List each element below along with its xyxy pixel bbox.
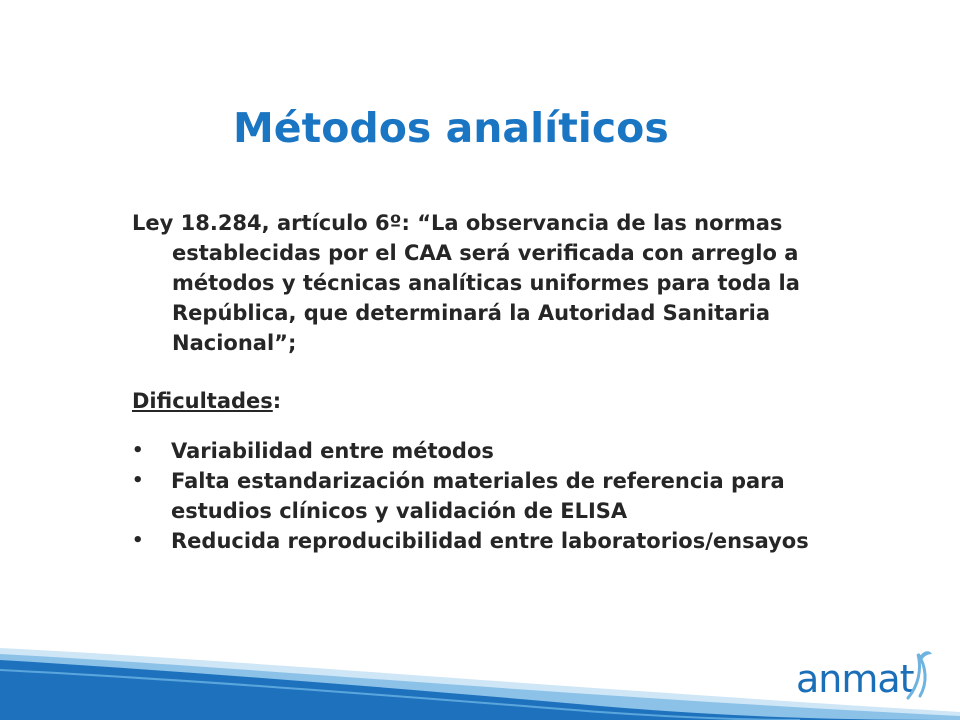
list-item <box>130 526 830 556</box>
difficulties-list <box>130 436 830 556</box>
slide-title: Métodos analíticos <box>233 104 669 152</box>
anmat-logo <box>794 646 934 706</box>
bullet-icon: • <box>132 470 144 491</box>
difficulties-heading-colon: : <box>272 389 282 413</box>
list-item-text: Falta estandarización materiales de referencia para estudios clínicos y validación de ELISA <box>171 469 785 523</box>
bullet-icon: • <box>132 440 144 461</box>
list-item <box>130 466 830 526</box>
list-item-text: Reducida reproducibilidad entre laboratorios/ensayos <box>171 529 809 553</box>
logo-bird-icon <box>920 651 932 660</box>
list-item-text: Variabilidad entre métodos <box>171 439 494 463</box>
difficulties-heading-label: Dificultades <box>132 389 273 413</box>
logo-wordmark: anmat <box>796 657 914 701</box>
law-quote-paragraph: Ley 18.284, artículo 6º: “La observancia de las normas establecidas por el CAA será verificada con arreglo a métodos y técnicas analíticas uniformes para toda la República, que determinará la Autoridad Sanitaria Nacional”; <box>132 211 800 355</box>
difficulties-heading <box>132 389 281 413</box>
list-item <box>130 436 830 466</box>
bullet-icon: • <box>132 530 144 551</box>
